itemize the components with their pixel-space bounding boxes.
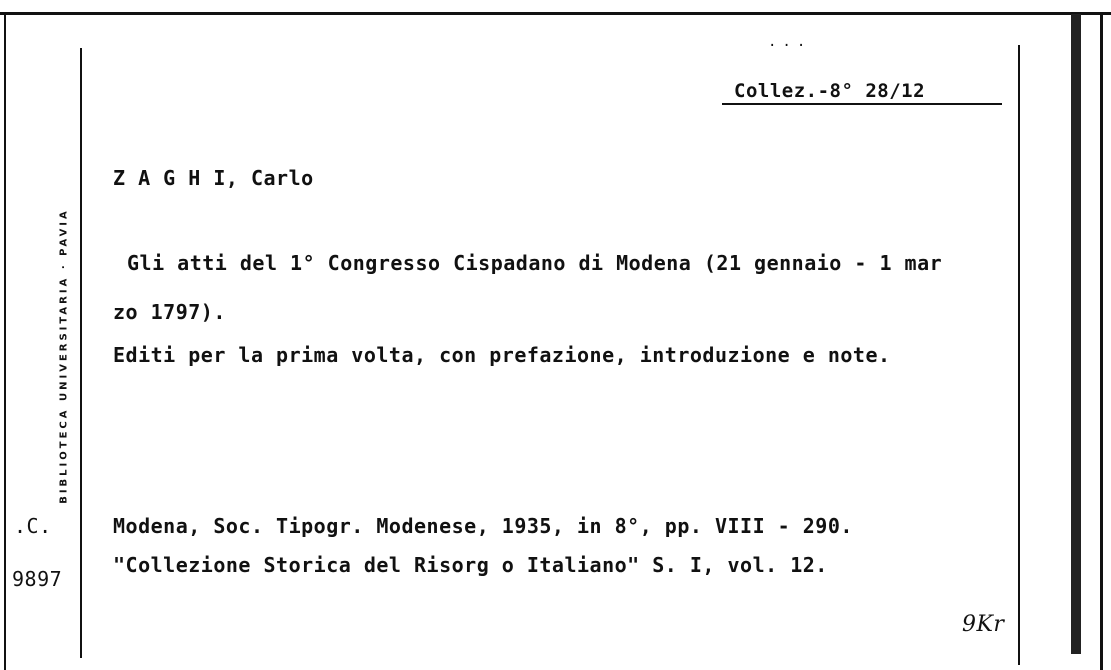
title-line-3: Editi per la prima volta, con prefazione, introduzione e note. [113, 343, 891, 367]
author-heading: Z A G H I, Carlo [113, 166, 314, 190]
decorative-dots: ··· [768, 38, 812, 54]
card-top-edge [0, 12, 1111, 15]
left-margin-code-1: .C. [14, 514, 52, 538]
right-rule [1018, 45, 1020, 665]
title-line-2: zo 1797). [113, 300, 226, 324]
library-stamp: BIBLIOTECA UNIVERSITARIA · PAVIA [58, 208, 70, 504]
shelfmark-underline [722, 103, 1002, 105]
title-line-1: Gli atti del 1° Congresso Cispadano di Modena (21 gennaio - 1 mar [127, 251, 943, 275]
margin-rule [80, 48, 82, 658]
handwritten-note: 9Kr [962, 612, 1005, 637]
left-margin-code-2: 9897 [12, 567, 63, 591]
card-left-edge [4, 14, 6, 670]
shelfmark: Collez.-8° 28/12 [734, 80, 926, 102]
imprint-line: Modena, Soc. Tipogr. Modenese, 1935, in 8°, pp. VIII - 290. [113, 514, 853, 538]
card-right-border [1100, 14, 1103, 670]
card-right-edge [1071, 14, 1081, 654]
series-line: "Collezione Storica del Risorg o Italiano" S. I, vol. 12. [113, 553, 828, 577]
